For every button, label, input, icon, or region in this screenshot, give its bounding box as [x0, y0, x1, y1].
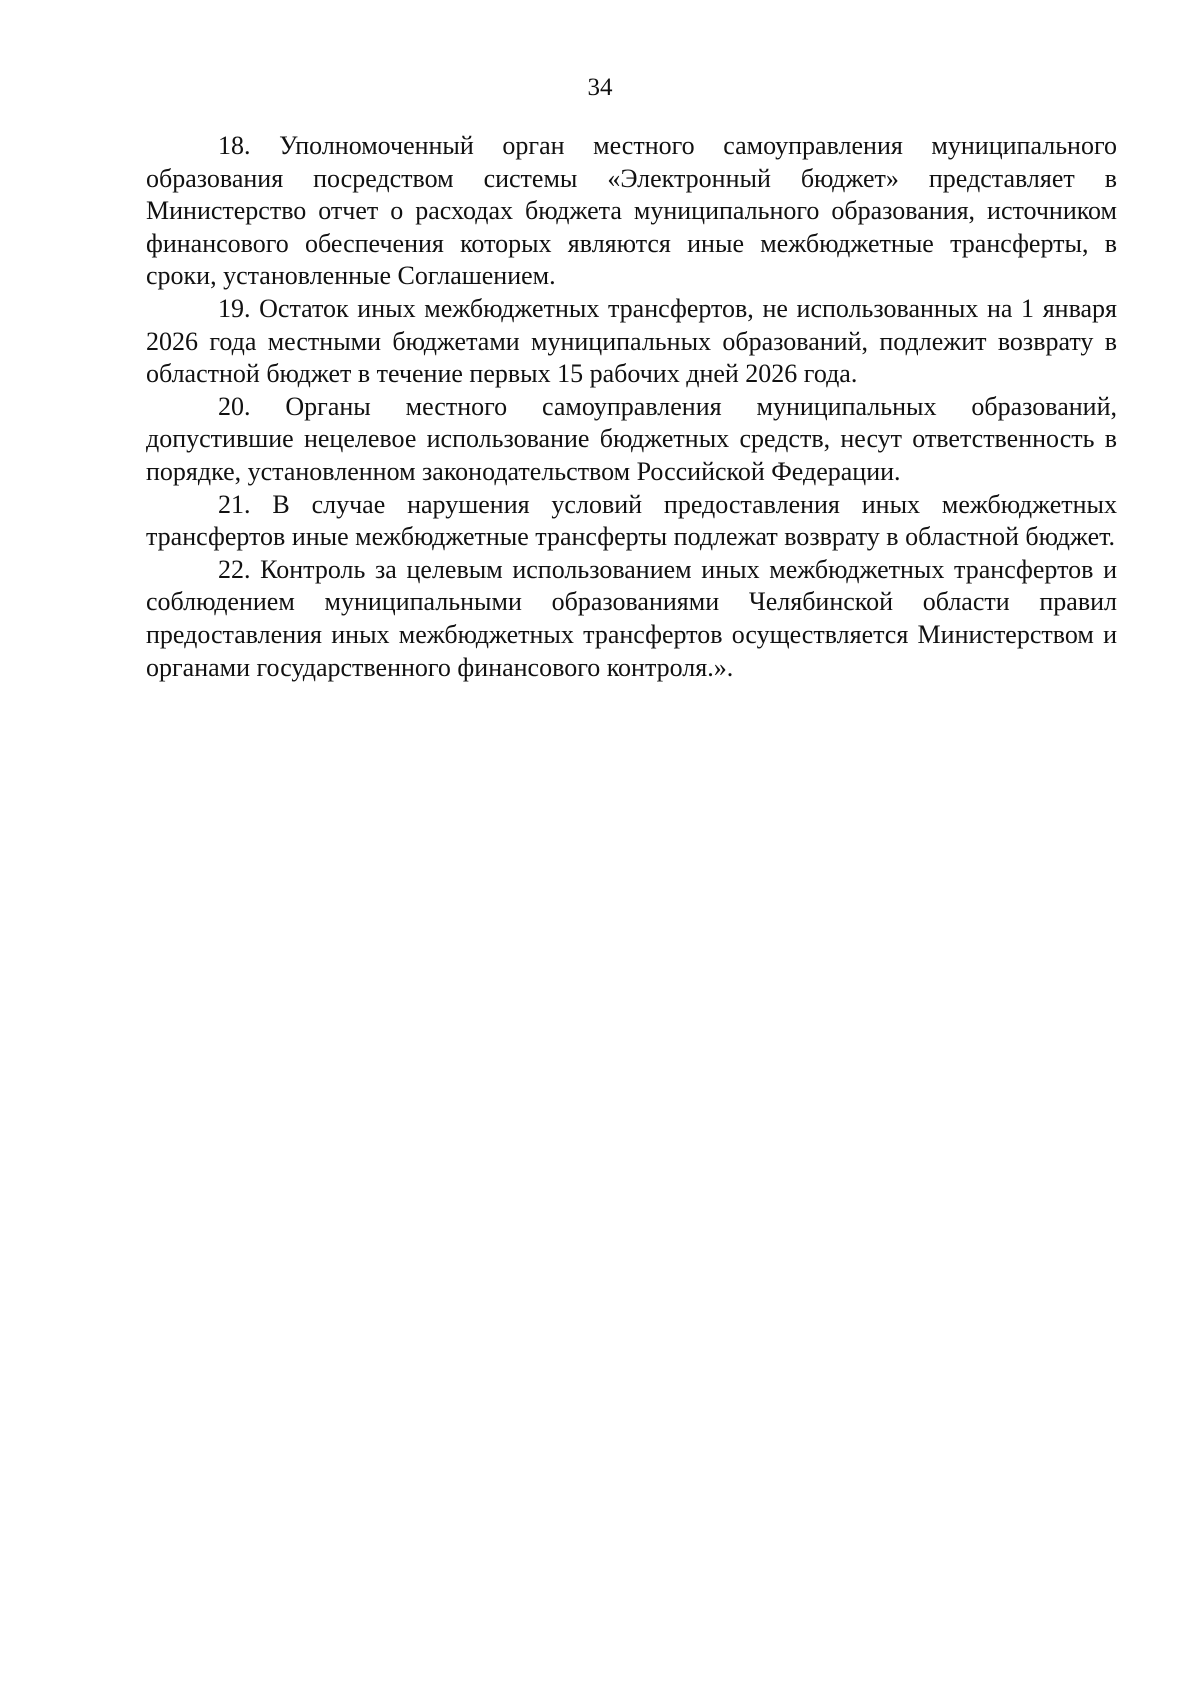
paragraph-20: 20. Органы местного самоуправления муниципальных образований, допустившие нецелевое использование бюджетных средств, несут ответственность в порядке, установленном законодательством Российской Федерации.	[146, 391, 1117, 486]
document-body	[146, 130, 1117, 684]
page-number: 34	[587, 74, 613, 101]
paragraph-19: 19. Остаток иных межбюджетных трансфертов, не использованных на 1 января 2026 года местными бюджетами муниципальных образований, подлежит возврату в областной бюджет в течение первых 15 рабочих дней 2026 года.	[146, 293, 1117, 389]
paragraph-22: 22. Контроль за целевым использованием иных межбюджетных трансфертов и соблюдением муниципальными образованиями Челябинской области правил предоставления иных межбюджетных трансфертов осуществляется Министерством и органами государственного финансового контроля.».	[146, 554, 1117, 682]
paragraph-21: 21. В случае нарушения условий предоставления иных межбюджетных трансфертов иные межбюджетные трансферты подлежат возврату в областной бюджет.	[146, 489, 1117, 552]
paragraph-18: 18. Уполномоченный орган местного самоуправления муниципального образования посредством системы «Электронный бюджет» представляет в Министерство отчет о расходах бюджета муниципального образования, источником финансового обеспечения которых являются иные межбюджетные трансферты, в сроки, установленные Соглашением.	[146, 131, 1117, 291]
